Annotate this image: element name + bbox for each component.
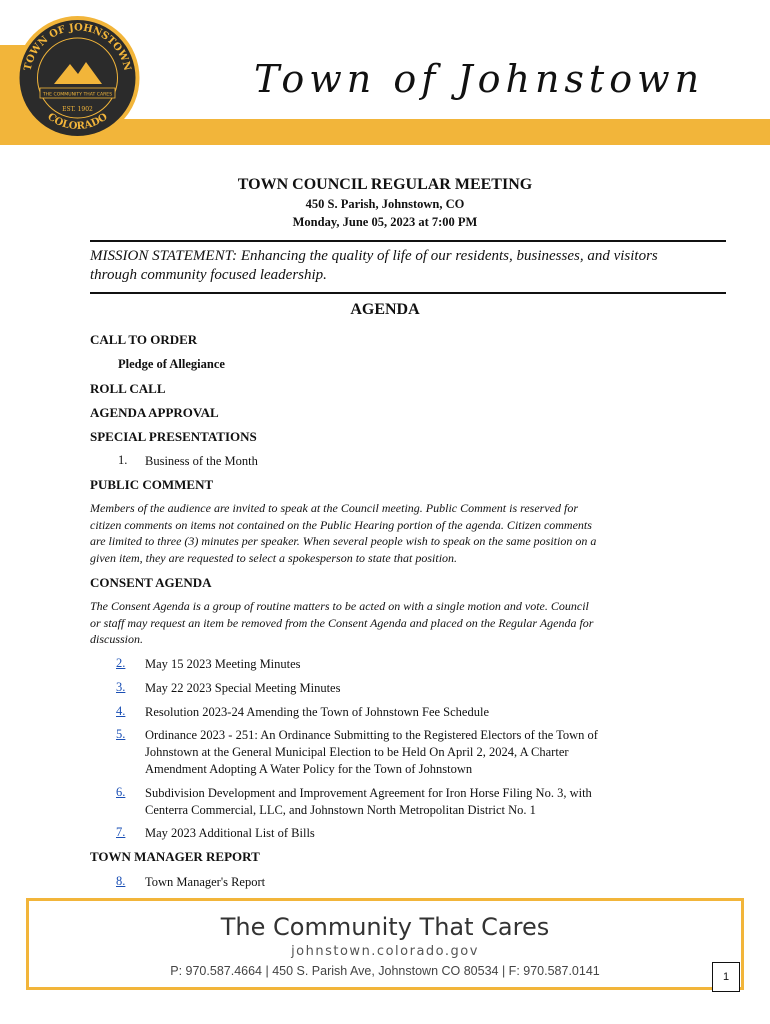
section-call-to-order: CALL TO ORDER xyxy=(90,332,198,347)
seal-top-text: TOWN OF JOHNSTOWN xyxy=(22,22,133,72)
item-link-5[interactable]: 5. xyxy=(116,727,126,741)
consent-text xyxy=(90,598,690,648)
page-number: 1 xyxy=(712,962,740,992)
divider xyxy=(90,292,726,294)
section-consent-agenda: CONSENT AGENDA xyxy=(90,575,212,590)
consent-item: Resolution 2023-24 Amending the Town of Johnstown Fee Schedule xyxy=(145,705,490,719)
public-comment-text xyxy=(90,500,690,566)
paragraph-line: discussion. xyxy=(90,632,144,646)
pledge-item: Pledge of Allegiance xyxy=(118,357,225,371)
item-link-3[interactable]: 3. xyxy=(116,680,126,694)
seal-bottom-text: COLORADO xyxy=(45,111,110,133)
item-line: Ordinance 2023 - 251: An Ordinance Submitting to the Registered Electors of the Town of xyxy=(145,728,598,742)
town-seal-logo xyxy=(14,12,141,142)
item-link-6[interactable]: 6. xyxy=(116,785,126,799)
divider xyxy=(90,240,726,242)
footer-box xyxy=(26,898,744,990)
item-line: Subdivision Development and Improvement Agreement for Iron Horse Filing No. 3, with xyxy=(145,786,592,800)
agenda-heading: AGENDA xyxy=(350,301,420,318)
paragraph-line: given item, they are requested to select a spokesperson to state that position. xyxy=(90,550,458,565)
paragraph-line: The Consent Agenda is a group of routine matters to be acted on with a single motion and vote. Council xyxy=(90,599,589,613)
paragraph-line: or staff may request an item be removed from the Consent Agenda and placed on the Regular Agenda for xyxy=(90,615,594,630)
seal-tagline: THE COMMUNITY THAT CARES xyxy=(42,92,113,98)
town-name-title: Town of Johnstown xyxy=(254,57,705,101)
manager-item: Town Manager's Report xyxy=(145,875,266,889)
section-public-comment: PUBLIC COMMENT xyxy=(90,477,214,492)
meeting-title: TOWN COUNCIL REGULAR MEETING xyxy=(237,176,533,193)
presentation-item: Business of the Month xyxy=(145,454,258,468)
meeting-address: 450 S. Parish, Johnstown, CO xyxy=(305,197,465,211)
section-agenda-approval: AGENDA APPROVAL xyxy=(90,405,219,420)
consent-item: May 2023 Additional List of Bills xyxy=(145,826,315,840)
paragraph-line: are limited to three (3) minutes per speaker. When several people wish to speak on the same position on a xyxy=(90,534,597,548)
meeting-datetime: Monday, June 05, 2023 at 7:00 PM xyxy=(292,215,478,229)
mission-line: through community focused leadership. xyxy=(90,267,327,283)
item-line: Amendment Adopting A Water Policy for the Town of Johnstown xyxy=(145,762,473,776)
item-line: Johnstown at the General Municipal Election to be Held On April 2, 2024, A Charter xyxy=(145,745,569,759)
item-link-7[interactable]: 7. xyxy=(116,825,126,839)
footer-website: johnstown.colorado.gov xyxy=(291,944,479,959)
mission-statement xyxy=(90,247,730,285)
consent-item: May 15 2023 Meeting Minutes xyxy=(145,657,301,671)
section-roll-call: ROLL CALL xyxy=(90,381,166,396)
item-link-4[interactable]: 4. xyxy=(116,704,126,718)
seal-established: EST. 1902 xyxy=(62,106,93,113)
consent-item: May 22 2023 Special Meeting Minutes xyxy=(145,681,341,695)
consent-item xyxy=(145,727,705,778)
item-link-8[interactable]: 8. xyxy=(116,874,126,888)
banner-title-area xyxy=(96,45,770,119)
section-town-manager-report: TOWN MANAGER REPORT xyxy=(90,849,260,864)
mission-line: MISSION STATEMENT: Enhancing the quality of life of our residents, businesses, and visitors xyxy=(90,248,658,264)
footer-contact: P: 970.587.4664 | 450 S. Parish Ave, Johnstown CO 80534 | F: 970.587.0141 xyxy=(170,964,600,978)
item-number: 1. xyxy=(118,453,128,467)
footer-tagline: The Community That Cares xyxy=(220,913,550,941)
paragraph-line: citizen comments on items not contained on the Public Hearing portion of the agenda. Citizen comments xyxy=(90,517,592,532)
paragraph-line: Members of the audience are invited to speak at the Council meeting. Public Comment is reserved for xyxy=(90,501,578,515)
section-special-presentations: SPECIAL PRESENTATIONS xyxy=(90,429,257,444)
item-line: Centerra Commercial, LLC, and Johnstown North Metropolitan District No. 1 xyxy=(145,803,536,817)
item-link-2[interactable]: 2. xyxy=(116,656,126,670)
consent-item xyxy=(145,785,705,819)
